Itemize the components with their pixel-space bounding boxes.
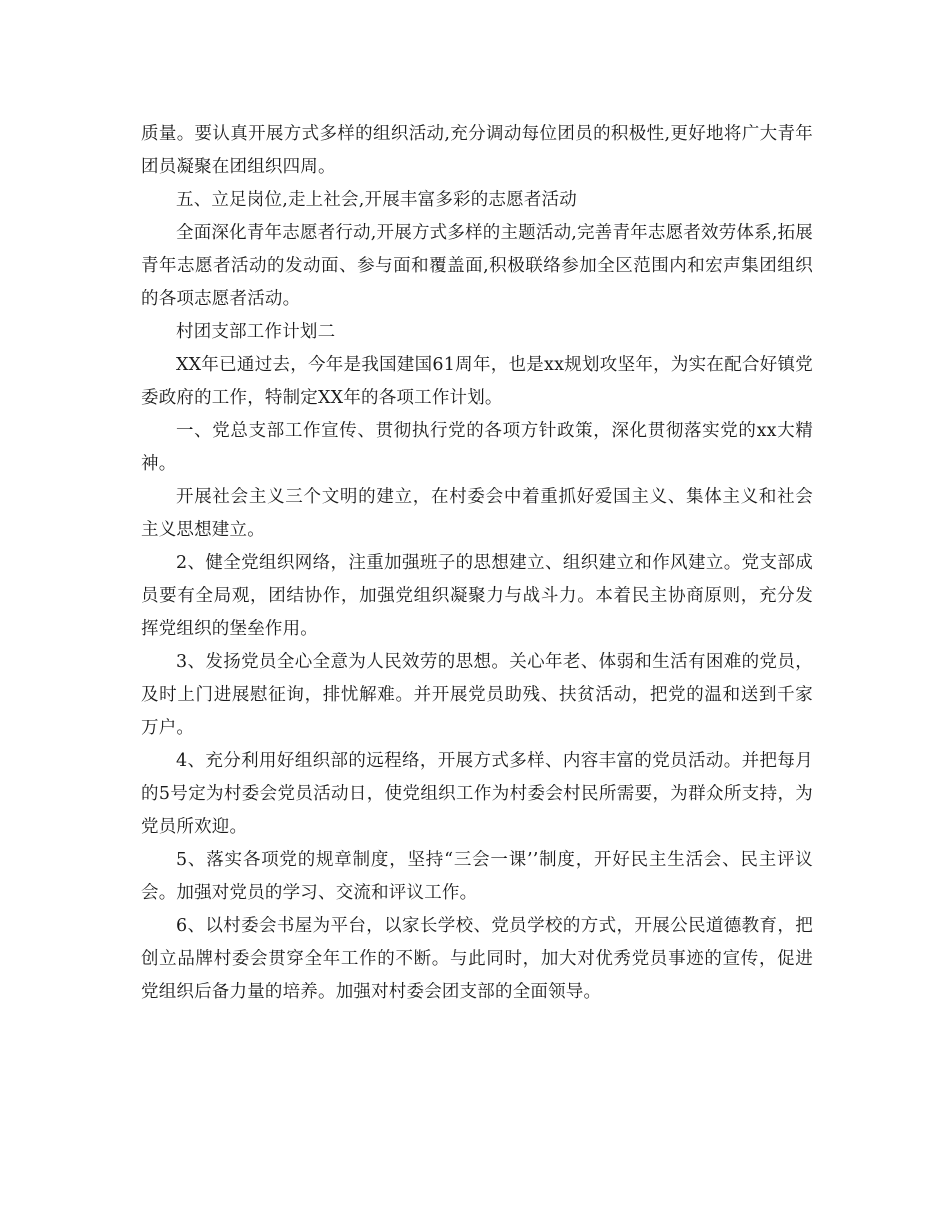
section-heading-volunteer: 五、立足岗位,走上社会,开展丰富多彩的志愿者活动 bbox=[176, 190, 577, 210]
paragraph-item-2: 2、健全党组织网络，注重加强班子的思想建立、组织建立和作风建立。党支部成员要有全局观，团结协作，加强党组织凝聚力与战斗力。本着民主协商原则，充分发挥党组织的堡垒作用。 bbox=[141, 553, 813, 639]
paragraph-item-4: 4、充分利用好组织部的远程络，开展方式多样、内容丰富的党员活动。并把每月的5号定为村委会党员活动日，使党组织工作为村委会村民所需要，为群众所支持，为党员所欢迎。 bbox=[141, 751, 813, 837]
paragraph-civilization: 开展社会主义三个文明的建立，在村委会中着重抓好爱国主义、集体主义和社会主义思想建立。 bbox=[141, 487, 813, 540]
document-body bbox=[141, 118, 813, 1009]
paragraph-item-5: 5、落实各项党的规章制度，坚持“三会一课’’制度，开好民主生活会、民主评议会。加强对党员的学习、交流和评议工作。 bbox=[141, 850, 813, 903]
paragraph-continued: 质量。要认真开展方式多样的组织活动,充分调动每位团员的积极性,更好地将广大青年团员凝聚在团组织四周。 bbox=[141, 124, 813, 177]
paragraph-item-3: 3、发扬党员全心全意为人民效劳的思想。关心年老、体弱和生活有困难的党员，及时上门进展慰征询，排忧解难。并开展党员助残、扶贫活动，把党的温和送到千家万户。 bbox=[141, 652, 813, 738]
paragraph-intro: XX年已通过去，今年是我国建国61周年，也是xx规划攻坚年，为实在配合好镇党委政府的工作，特制定XX年的各项工作计划。 bbox=[141, 355, 813, 408]
document-subtitle: 村团支部工作计划二 bbox=[176, 322, 336, 342]
paragraph-item-6: 6、以村委会书屋为平台，以家长学校、党员学校的方式，开展公民道德教育，把创立品牌村委会贯穿全年工作的不断。与此同时，加大对优秀党员事迹的宣传，促进党组织后备力量的培养。加强对村委会团支部的全面领导。 bbox=[141, 916, 813, 1002]
paragraph-item-1: 一、党总支部工作宣传、贯彻执行党的各项方针政策，深化贯彻落实党的xx大精神。 bbox=[141, 421, 813, 474]
paragraph-volunteer: 全面深化青年志愿者行动,开展方式多样的主题活动,完善青年志愿者效劳体系,拓展青年志愿者活动的发动面、参与面和覆盖面,积极联络参加全区范围内和宏声集团组织的各项志愿者活动。 bbox=[141, 223, 813, 309]
